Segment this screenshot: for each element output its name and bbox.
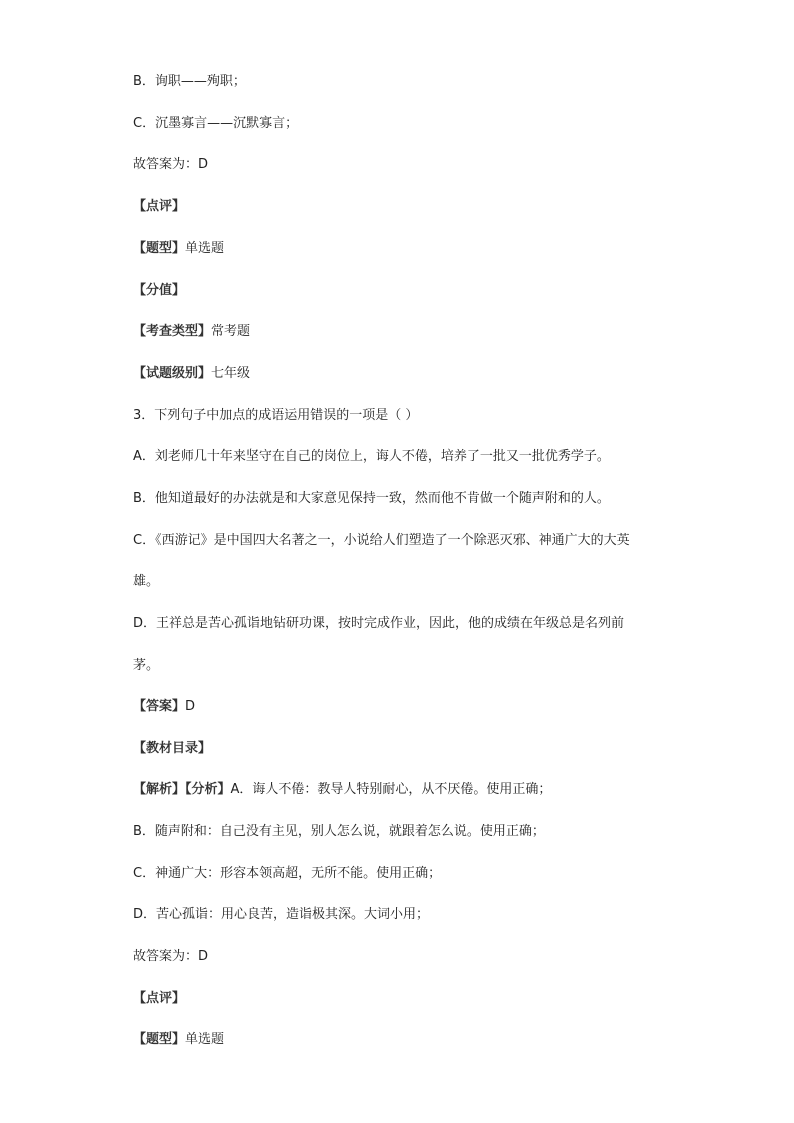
section-label: 【题型】 [133, 241, 186, 256]
text-line [133, 407, 673, 425]
text-line [133, 615, 673, 633]
section-label: 【答案】 [133, 699, 186, 714]
line-text: 单选题 [185, 1032, 225, 1047]
text-line [133, 823, 673, 841]
text-line [133, 115, 673, 133]
line-text: 常考题 [211, 324, 251, 339]
text-line [133, 240, 673, 258]
section-label: 【分值】 [133, 283, 186, 298]
line-text: B．询职——殉职； [133, 74, 246, 89]
text-line [133, 365, 673, 383]
text-line [133, 781, 673, 799]
line-text: D．苦心孤诣：用心良苦，造诣极其深。大词小用； [133, 907, 430, 922]
line-text: 七年级 [211, 366, 251, 381]
line-text: 3．下列句子中加点的成语运用错误的一项是（ ） [133, 408, 419, 423]
text-line [133, 990, 673, 1008]
text-line [133, 906, 673, 924]
text-line [133, 657, 673, 675]
line-text: B．他知道最好的办法就是和大家意见保持一致，然而他不肯做一个随声附和的人。 [133, 491, 610, 506]
section-label: 【试题级别】 [133, 366, 212, 381]
line-text: A．刘老师几十年来坚守在自己的岗位上，诲人不倦，培养了一批又一批优秀学子。 [133, 449, 610, 464]
line-text: C．沉墨寡言——沉默寡言； [133, 116, 299, 131]
line-text: 故答案为：D [133, 157, 209, 172]
line-text: 雄。 [133, 574, 160, 589]
text-line [133, 1031, 673, 1049]
text-line [133, 198, 673, 216]
line-text: 单选题 [185, 241, 225, 256]
text-line [133, 323, 673, 341]
line-text: B．随声附和：自己没有主见，别人怎么说，就跟着怎么说。使用正确； [133, 824, 545, 839]
line-text: C．神通广大：形容本领高超，无所不能。使用正确； [133, 866, 442, 881]
section-label: 【解析】【分析】 [133, 782, 231, 797]
text-line [133, 156, 673, 174]
line-text: A．诲人不倦：教导人特别耐心，从不厌倦。使用正确； [230, 782, 552, 797]
text-line [133, 282, 673, 300]
text-line [133, 532, 673, 550]
line-text: C．《西游记》是中国四大名著之一，小说给人们塑造了一个除恶灭邪、神通广大的大英 [133, 533, 630, 548]
text-line [133, 948, 673, 966]
section-label: 【教材目录】 [133, 741, 212, 756]
section-label: 【考查类型】 [133, 324, 212, 339]
text-line [133, 573, 673, 591]
text-line [133, 490, 673, 508]
text-line [133, 865, 673, 883]
line-text: D．王祥总是苦心孤诣地钻研功课，按时完成作业，因此，他的成绩在年级总是名列前 [133, 616, 625, 631]
section-label: 【点评】 [133, 199, 186, 214]
line-text: D [185, 699, 196, 714]
line-text: 茅。 [133, 658, 160, 673]
text-line [133, 448, 673, 466]
text-line [133, 740, 673, 758]
section-label: 【题型】 [133, 1032, 186, 1047]
text-line [133, 698, 673, 716]
text-line [133, 73, 673, 91]
line-text: 故答案为：D [133, 949, 209, 964]
section-label: 【点评】 [133, 991, 186, 1006]
